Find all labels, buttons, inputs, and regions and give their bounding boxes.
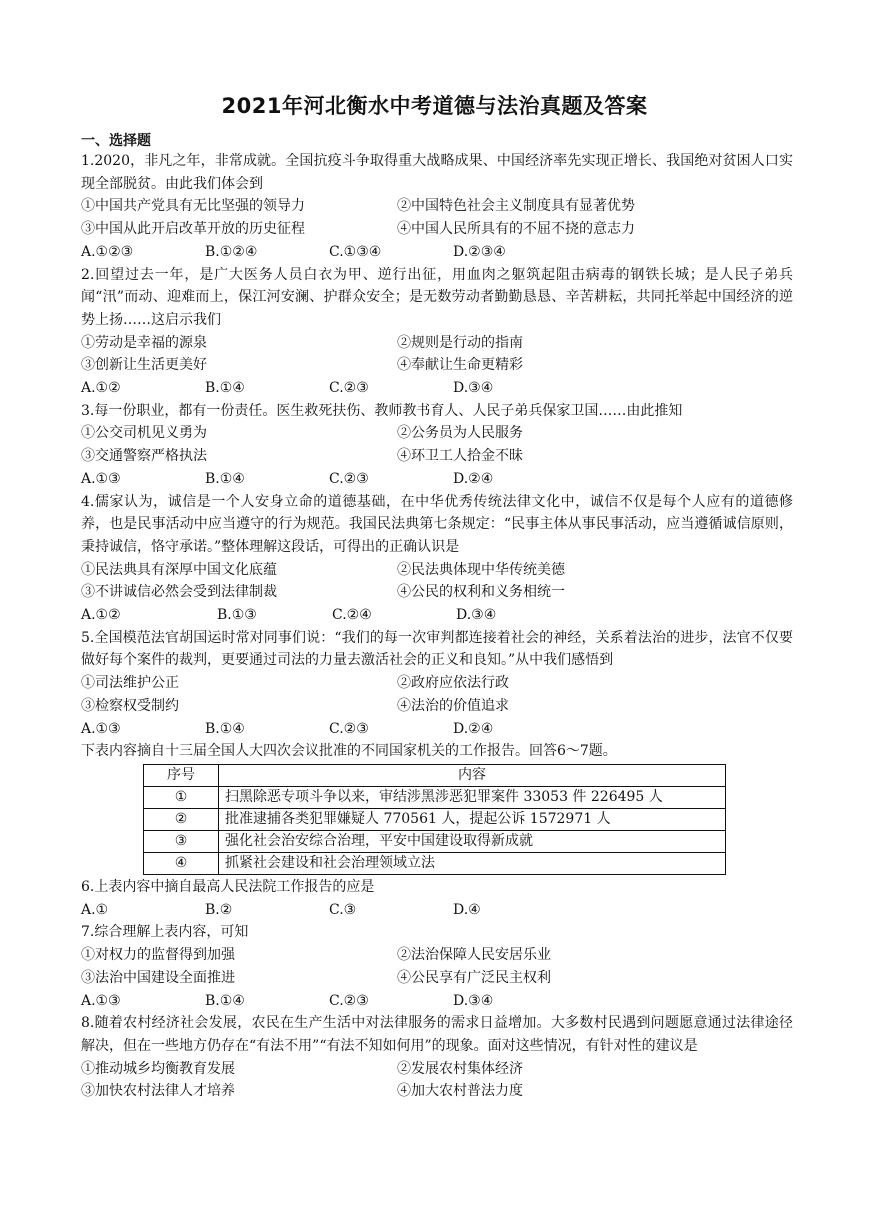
option: ④中国人民所具有的不屈不挠的意志力 — [397, 221, 635, 238]
option: ②规则是行动的指南 — [397, 334, 523, 351]
answer-b: B.①④ — [205, 720, 245, 737]
option: ④环卫工人拾金不昧 — [397, 448, 523, 465]
table-row — [144, 852, 726, 874]
table-header-number: 序号 — [144, 764, 219, 786]
option: ②发展农村集体经济 — [397, 1060, 523, 1077]
table-header-content: 内容 — [219, 764, 726, 786]
question-8-stem: 8.随着农村经济社会发展，农民在生产生活中对法律服务的需求日益增加。大多数村民遇到问题愿意通过法律途径解决，但在一些地方仍存在“有法不用”“有法不知如何用”的现象。面对这些情况，有针对性的建议是 — [81, 1015, 793, 1054]
option: ④法治的价值追求 — [397, 697, 509, 714]
document-title: 2021年河北衡水中考道德与法治真题及答案 — [221, 94, 648, 118]
option: ②公务员为人民服务 — [397, 425, 523, 442]
table-cell-number: ② — [144, 808, 219, 830]
table-row — [144, 808, 726, 830]
answer-d: D.④ — [453, 901, 481, 918]
question-3-stem: 3.每一份职业，都有一份责任。医生救死扶伤、教师教书育人、人民子弟兵保家卫国……由此推知 — [81, 402, 683, 419]
answer-b: B.② — [205, 901, 233, 918]
question-2-answers — [81, 377, 793, 400]
table-cell-content: 抓紧社会建设和社会治理领域立法 — [219, 852, 726, 874]
table-cell-content: 批准逮捕各类犯罪嫌疑人 770561 人，提起公诉 1572971 人 — [219, 808, 726, 830]
question-2-options-row-1 — [81, 332, 793, 355]
question-4-stem: 4.儒家认为，诚信是一个人安身立命的道德基础，在中华优秀传统法律文化中，诚信不仅是每个人应有的道德修养，也是民事活动中应当遵守的行为规范。我国民法典第七条规定：“民事主体从事民事活动，应当遵循诚信原则，秉持诚信，恪守承诺。”整体理解这段话，可得出的正确认识是 — [81, 493, 793, 555]
question-3-options-row-1 — [81, 422, 793, 445]
option: ③创新让生活更美好 — [81, 357, 207, 374]
option: ④奉献让生命更精彩 — [397, 357, 523, 374]
question-2-stem: 2.回望过去一年，是广大医务人员白衣为甲、逆行出征，用血肉之躯筑起阻击病毒的钢铁长城；是人民子弟兵闻“汛”而动、迎难而上，保江河安澜、护群众安全；是无数劳动者勤勤恳恳、辛苦耕耘，共同托举起中国经济的逆势上扬……这启示我们 — [81, 266, 793, 328]
table-cell-content: 强化社会治安综合治理，平安中国建设取得新成就 — [219, 830, 726, 852]
option: ①公交司机见义勇为 — [81, 425, 207, 442]
question-7-options-row-2 — [81, 967, 793, 990]
answer-c: C.②③ — [329, 380, 369, 397]
question-3-answers — [81, 468, 793, 491]
answer-d: D.③④ — [456, 607, 497, 624]
answer-a: A.①② — [81, 380, 121, 397]
option: ②法治保障人民安居乐业 — [397, 947, 551, 964]
table-row — [144, 830, 726, 852]
answer-b: B.①④ — [205, 992, 245, 1009]
question-2-options-row-2 — [81, 354, 793, 377]
answer-c: C.②③ — [329, 720, 369, 737]
option: ③交通警察严格执法 — [81, 448, 207, 465]
question-1-options-row-2 — [81, 218, 793, 241]
answer-d: D.②④ — [453, 720, 494, 737]
question-1-stem: 1.2020，非凡之年，非常成就。全国抗疫斗争取得重大战略成果、中国经济率先实现正增长、我国绝对贫困人口实现全部脱贫。由此我们体会到 — [81, 153, 793, 192]
report-table — [143, 764, 726, 875]
answer-b: B.①④ — [205, 380, 245, 397]
answer-c: C.②④ — [332, 607, 372, 624]
question-7-answers — [81, 990, 793, 1013]
answer-a: A.①②③ — [81, 243, 134, 260]
option: ③检察权受制约 — [81, 697, 179, 714]
option: ①劳动是幸福的源泉 — [81, 334, 207, 351]
question-list — [81, 150, 793, 1103]
answer-d: D.②④ — [453, 470, 494, 487]
answer-a: A.①③ — [81, 992, 121, 1009]
answer-a: A.① — [81, 901, 109, 918]
table-header-row — [144, 764, 726, 786]
question-7-options-row-1 — [81, 944, 793, 967]
question-4-answers — [81, 604, 793, 627]
table-row — [144, 786, 726, 808]
answer-d: D.③④ — [453, 992, 494, 1009]
question-5-answers — [81, 718, 793, 741]
section-heading: 一、选择题 — [81, 133, 151, 149]
option: ②政府应依法行政 — [397, 675, 509, 692]
option: ③中国从此开启改革开放的历史征程 — [81, 221, 305, 238]
answer-b: B.①④ — [205, 470, 245, 487]
table-cell-number: ③ — [144, 830, 219, 852]
option: ①推动城乡均衡教育发展 — [81, 1060, 235, 1077]
option: ④公民的权利和义务相统一 — [397, 584, 565, 601]
option: ④加大农村普法力度 — [397, 1083, 523, 1100]
answer-a: A.①③ — [81, 720, 121, 737]
option: ②中国特色社会主义制度具有显著优势 — [397, 198, 635, 215]
question-5-options-row-1 — [81, 672, 793, 695]
answer-c: C.③ — [329, 901, 357, 918]
option: ③法治中国建设全面推进 — [81, 969, 235, 986]
table-intro: 下表内容摘自十三届全国人大四次会议批准的不同国家机关的工作报告。回答6～7题。 — [81, 743, 617, 760]
option: ③不讲诚信必然会受到法律制裁 — [81, 584, 277, 601]
question-6-answers — [81, 899, 793, 922]
question-8-options-row-2 — [81, 1080, 793, 1103]
answer-a: A.①② — [81, 607, 121, 624]
option: ①中国共产党具有无比坚强的领导力 — [81, 198, 305, 215]
table-cell-number: ④ — [144, 852, 219, 874]
question-5-stem: 5.全国模范法官胡国运时常对同事们说：“我们的每一次审判都连接着社会的神经，关系着法治的进步，法官不仅要做好每个案件的裁判，更要通过司法的力量去激活社会的正义和良知。”从中我们感悟到 — [81, 629, 793, 669]
answer-b: B.①②④ — [205, 243, 258, 260]
answer-c: C.②③ — [329, 992, 369, 1009]
question-1-answers — [81, 241, 793, 264]
question-3-options-row-2 — [81, 445, 793, 468]
question-7-stem: 7.综合理解上表内容，可知 — [81, 924, 249, 941]
option: ①民法典具有深厚中国文化底蕴 — [81, 561, 277, 578]
answer-b: B.①③ — [217, 607, 257, 624]
answer-c: C.②③ — [329, 470, 369, 487]
table-cell-content: 扫黑除恶专项斗争以来，审结涉黑涉恶犯罪案件 33053 件 226495 人 — [219, 786, 726, 808]
question-1-options-row-1 — [81, 195, 793, 218]
option: ④公民享有广泛民主权利 — [397, 969, 551, 986]
answer-c: C.①③④ — [329, 243, 382, 260]
question-8-options-row-1 — [81, 1058, 793, 1081]
option: ②民法典体现中华传统美德 — [397, 561, 565, 578]
answer-d: D.②③④ — [453, 243, 506, 260]
table-cell-number: ① — [144, 786, 219, 808]
option: ③加快农村法律人才培养 — [81, 1083, 235, 1100]
answer-a: A.①③ — [81, 470, 121, 487]
option: ①对权力的监督得到加强 — [81, 947, 235, 964]
option: ①司法维护公正 — [81, 675, 179, 692]
question-5-options-row-2 — [81, 695, 793, 718]
question-4-options-row-1 — [81, 559, 793, 582]
question-4-options-row-2 — [81, 581, 793, 604]
answer-d: D.③④ — [453, 380, 494, 397]
question-6-stem: 6.上表内容中摘自最高人民法院工作报告的应是 — [81, 878, 375, 895]
